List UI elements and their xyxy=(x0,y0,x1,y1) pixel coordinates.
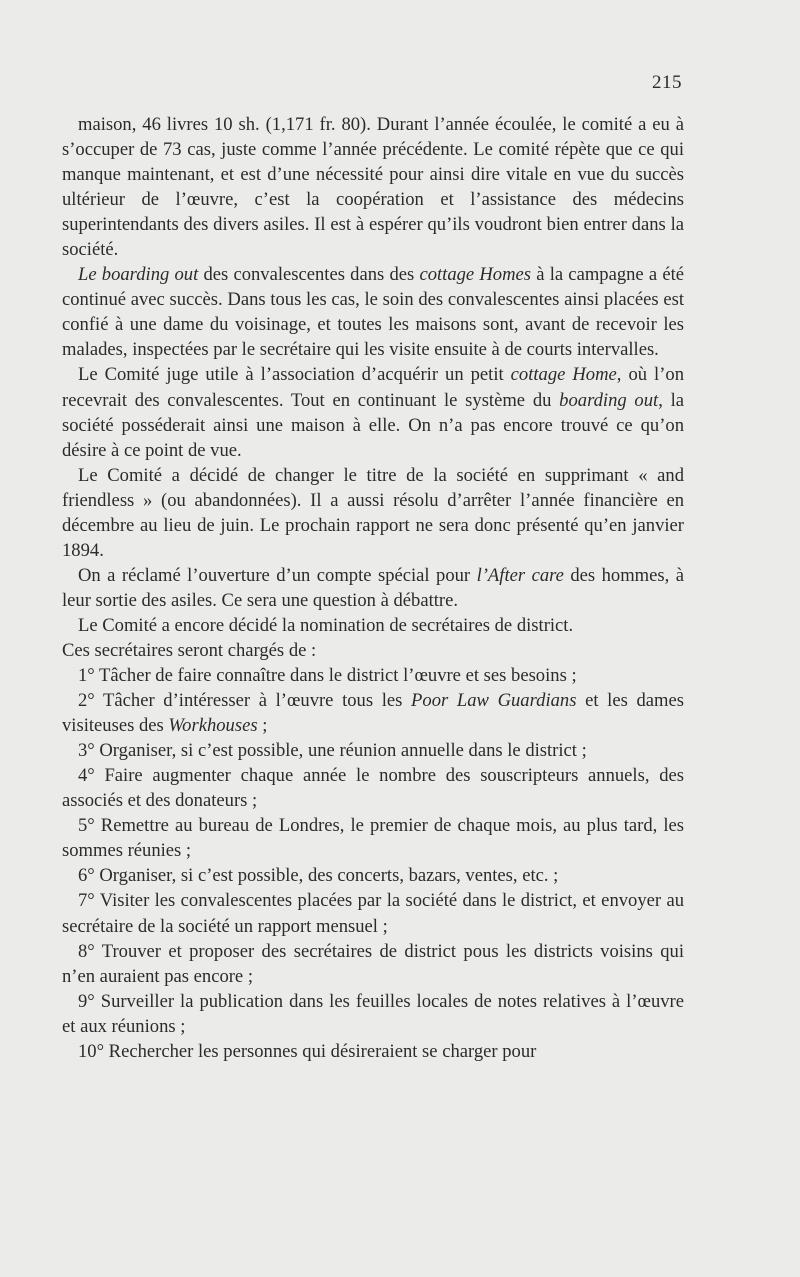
text-run: 7° Visiter les convalescentes placées par la société dans le district, et envoyer au secrétaire de la société un rapport mensuel ; xyxy=(62,890,684,937)
italic-phrase: boarding out xyxy=(559,389,659,411)
text-run: maison, 46 livres 10 sh. (1,171 fr. 80). Durant l’année écoulée, le comité a eu à s’occuper de 73 cas, juste comme l’année précédente. Le comité répète que ce qui manque maintenant, et est d’une nécessité pour ainsi dire vitale en vue du succès ultérieur de l’œuvre, c’est la coopération et l’assistance des médecins superintendants des divers asiles. Il est à espérer qu’ils voudront bien entrer dans la société. xyxy=(62,114,684,261)
paragraph xyxy=(62,763,684,813)
text-run: à la campagne a été continué avec succès. Dans tous les cas, le soin des convalescentes ainsi placées est confié à une dame du voisinage, et toutes les maisons sont, avant de recevoir les malades, inspectées par le secrétaire qui les visite ensuite à de courts intervalles. xyxy=(62,264,685,361)
paragraph xyxy=(62,888,684,938)
italic-phrase: cottage Homes xyxy=(419,264,532,286)
paragraph xyxy=(62,613,684,638)
text-run: des hommes, à leur sortie des asiles. Ce sera une question à débattre. xyxy=(62,564,684,611)
italic-phrase: Le boarding out xyxy=(78,264,199,286)
text-run: On a réclamé l’ouverture d’un compte spécial pour xyxy=(78,564,477,586)
page-number: 215 xyxy=(652,72,682,93)
paragraph xyxy=(62,663,684,688)
text-run: Ces secrétaires seront chargés de : xyxy=(62,639,317,661)
text-run: des convalescentes dans des xyxy=(198,264,420,286)
italic-phrase: Workhouses xyxy=(168,715,258,737)
text-run: , où l’on recevrait des convalescentes. Tout en continuant le système du xyxy=(62,364,684,411)
text-run: 5° Remettre au bureau de Londres, le premier de chaque mois, au plus tard, les sommes réunies ; xyxy=(62,815,684,862)
paragraph xyxy=(62,362,684,462)
paragraph xyxy=(62,638,684,663)
text-run: 4° Faire augmenter chaque année le nombre des souscripteurs annuels, des associés et des donateurs ; xyxy=(62,765,684,812)
text-run: Le Comité a décidé de changer le titre de la société en supprimant « and friendless » (ou abandonnées). Il a aussi résolu d’arrêter l’année financière en décembre au lieu de juin. Le prochain rapport ne sera donc présenté qu’en janvier 1894. xyxy=(62,464,684,561)
paragraph xyxy=(62,1039,684,1064)
paragraph xyxy=(62,463,684,563)
paragraph xyxy=(62,738,684,763)
paragraph xyxy=(62,262,684,362)
text-run: 3° Organiser, si c’est possible, une réunion annuelle dans le district ; xyxy=(78,740,587,762)
text-run: 10° Rechercher les personnes qui désireraient se charger pour xyxy=(78,1040,537,1062)
paragraph xyxy=(62,688,684,738)
text-run: ; xyxy=(257,715,268,737)
italic-phrase: Poor Law Guardians xyxy=(411,690,577,712)
text-run: 8° Trouver et proposer des secrétaires de district pous les districts voisins qui n’en auraient pas encore ; xyxy=(62,940,684,987)
italic-phrase: cottage Home xyxy=(510,364,617,386)
paragraph xyxy=(62,563,684,613)
text-run: 2° Tâcher d’intéresser à l’œuvre tous les xyxy=(78,690,412,712)
text-run: Le Comité juge utile à l’association d’acquérir un petit xyxy=(78,364,511,386)
paragraph xyxy=(62,112,684,262)
paragraph xyxy=(62,813,684,863)
text-run: 9° Surveiller la publication dans les feuilles locales de notes relatives à l’œuvre et aux réunions ; xyxy=(62,990,684,1037)
text-run: 1° Tâcher de faire connaître dans le district l’œuvre et ses besoins ; xyxy=(78,665,577,687)
italic-phrase: l’After care xyxy=(476,564,564,586)
text-run: , la société posséderait ainsi une maison à elle. On n’a pas encore trouvé ce qu’on désire à ce point de vue. xyxy=(62,389,685,461)
text-run: Le Comité a encore décidé la nomination de secrétaires de district. xyxy=(78,614,574,636)
body-text xyxy=(62,112,684,1064)
text-run: et les dames visiteuses des xyxy=(62,690,684,737)
paragraph xyxy=(62,939,684,989)
text-run: 6° Organiser, si c’est possible, des concerts, bazars, ventes, etc. ; xyxy=(78,865,559,887)
paragraph xyxy=(62,989,684,1039)
paragraph xyxy=(62,863,684,888)
